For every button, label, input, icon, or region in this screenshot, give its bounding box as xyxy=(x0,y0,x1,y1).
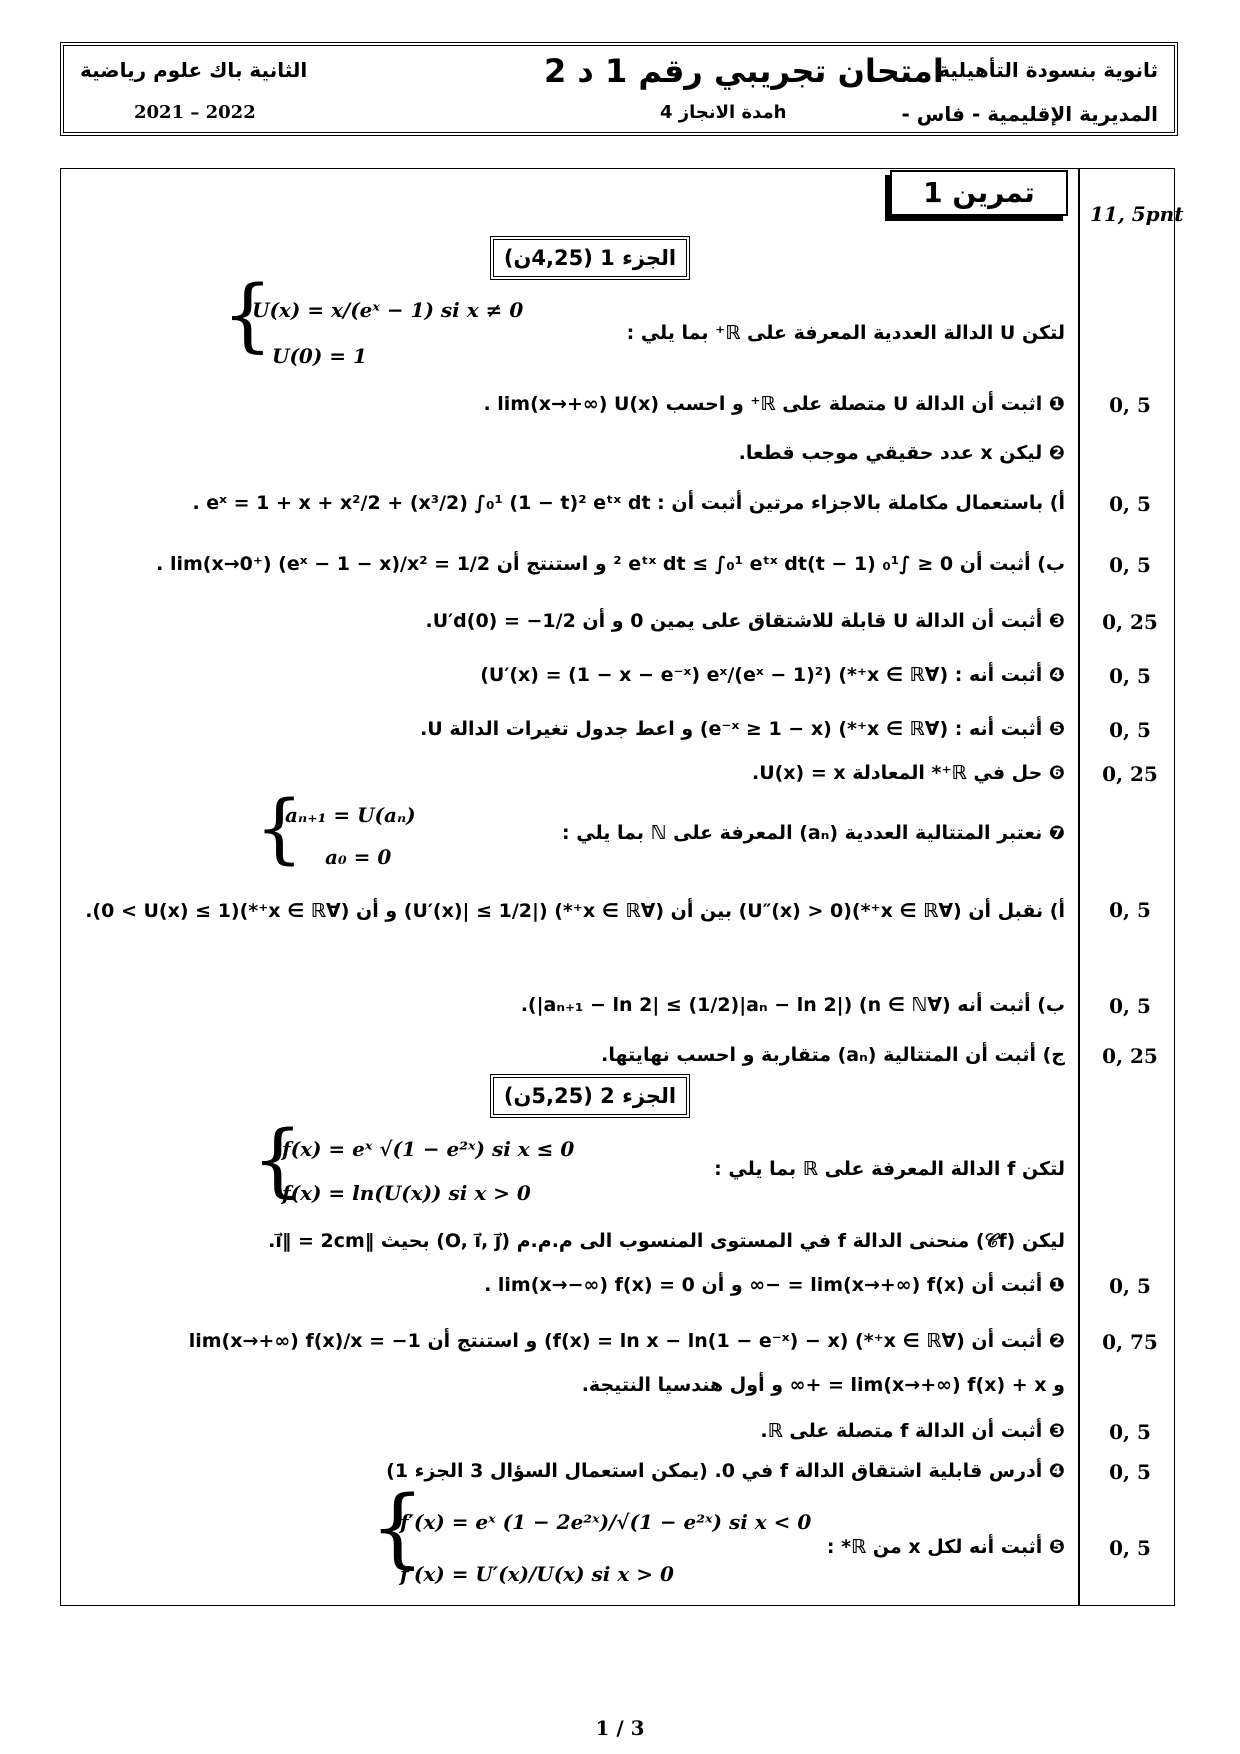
part1-title: الجزء 1 (4,25ن) xyxy=(490,236,690,280)
p1-q6: ❻ حل في ℝ⁺* المعادلة U(x) = x. xyxy=(751,762,1065,784)
p2-q1-points: 0, 5 xyxy=(1109,1274,1151,1298)
header-box xyxy=(60,42,1178,136)
p1-q4: ❹ أثبت أنه : (∀x ∈ ℝ⁺*) (U′(x) = (1 − x − e⁻ˣ) eˣ/(eˣ − 1)²) xyxy=(480,664,1065,686)
school-year: 2021 – 2022 xyxy=(134,102,256,123)
exam-title: امتحان تجريبي رقم 1 د 2 xyxy=(544,52,944,90)
sequence-system: { aₙ₊₁ = U(aₙ) a₀ = 0 xyxy=(255,783,416,872)
p1-q3-points: 0, 25 xyxy=(1102,610,1158,634)
p1-q1-points: 0, 5 xyxy=(1109,393,1151,417)
part1-system: { U(x) = x/(eˣ − 1) si x ≠ 0 U(0) = 1 xyxy=(222,268,524,368)
p1-q5: ❺ أثبت أنه : (∀x ∈ ℝ⁺*) (e⁻ˣ ≥ 1 − x) و اعط جدول تغيرات الدالة U. xyxy=(420,718,1065,740)
p1-q3: ❸ أثبت أن الدالة U قابلة للاشتقاق على يمين 0 و أن U′d(0) = −1/2. xyxy=(425,610,1065,632)
p1-q7c: ج) أثبت أن المتتالية (aₙ) متقاربة و احسب نهايتها. xyxy=(601,1044,1065,1066)
directorate: المديرية الإقليمية - فاس - xyxy=(901,102,1158,126)
school-name: ثانوية بنسودة التأهيلية xyxy=(938,58,1158,82)
part2-intro: لتكن f الدالة المعرفة على ℝ بما يلي : xyxy=(714,1158,1065,1180)
p2-q3: ❸ أثبت أن الدالة f متصلة على ℝ. xyxy=(760,1420,1065,1442)
p1-q7c-points: 0, 25 xyxy=(1102,1044,1158,1068)
p1-q2a-points: 0, 5 xyxy=(1109,492,1151,516)
p1-q7b: ب) أثبت أنه (∀n ∈ ℕ) (|aₙ₊₁ − ln 2| ≤ (1/2)|aₙ − ln 2|). xyxy=(520,994,1065,1016)
points-column-divider xyxy=(1078,168,1080,1606)
p1-q7b-points: 0, 5 xyxy=(1109,994,1151,1018)
p2-q3-points: 0, 5 xyxy=(1109,1420,1151,1444)
p2-q1: ❶ أثبت أن lim(x→+∞) f(x) = −∞ و أن lim(x→−∞) f(x) = 0 . xyxy=(484,1274,1065,1296)
p1-q2b-points: 0, 5 xyxy=(1109,553,1151,577)
p2-q2-cont: و lim(x→+∞) f(x) + x = +∞ و أول هندسيا النتيجة. xyxy=(581,1374,1065,1396)
page-number: 1 / 3 xyxy=(595,1716,645,1740)
exam-duration: مدة الانجاز 4h xyxy=(660,102,787,123)
p1-q2a: أ) باستعمال مكاملة بالاجزاء مرتين أثبت أن : eˣ = 1 + x + x²/2 + (x³/2) ∫₀¹ (1 − t)² eᵗˣ dt . xyxy=(192,492,1065,514)
p1-q1: ❶ اثبت أن الدالة U متصلة على ℝ⁺ و احسب lim(x→+∞) U(x) . xyxy=(483,393,1065,415)
exercise-total-points: 11, 5pnt xyxy=(1090,202,1184,226)
p1-q2: ❷ ليكن x عدد حقيقي موجب قطعا. xyxy=(738,442,1065,464)
p1-q7a: أ) نقبل أن (∀x ∈ ℝ⁺*)(U″(x) > 0) بين أن (∀x ∈ ℝ⁺*) (|U′(x)| ≤ 1/2) و أن (∀x ∈ ℝ⁺*)(0 < U(x) ≤ 1). xyxy=(85,900,1065,922)
part2-title: الجزء 2 (5,25ن) xyxy=(490,1074,690,1118)
p1-q6-points: 0, 25 xyxy=(1102,762,1158,786)
p1-q7: ❼ نعتبر المتتالية العددية (aₙ) المعرفة على ℕ بما يلي : xyxy=(562,822,1065,844)
p2-q2: ❷ أثبت أن (∀x ∈ ℝ⁺*) (f(x) = ln x − ln(1 − e⁻ˣ) − x) و استنتج أن lim(x→+∞) f(x)/x = −1 xyxy=(188,1330,1065,1352)
part2-curve: ليكن (𝒞f) منحنى الدالة f في المستوى المنسوب الى م.م.م (O, i⃗, j⃗) بحيث ‖i⃗‖ = 2cm. xyxy=(268,1230,1065,1252)
p1-q7a-points: 0, 5 xyxy=(1109,898,1151,922)
class-level: الثانية باك علوم رياضية xyxy=(80,58,308,82)
p2-q5-points: 0, 5 xyxy=(1109,1536,1151,1560)
p2-q5: ❺ أثبت أنه لكل x من ℝ* : xyxy=(826,1536,1065,1558)
p1-q5-points: 0, 5 xyxy=(1109,718,1151,742)
p2-q4-points: 0, 5 xyxy=(1109,1460,1151,1484)
p1-q2b: ب) أثبت أن 0 ≤ ∫₀¹ (1 − t)² eᵗˣ dt ≤ ∫₀¹ eᵗˣ dt و استنتج أن lim(x→0⁺) (eˣ − 1 − x)/x² = 1/2 . xyxy=(156,553,1065,575)
part1-intro: لتكن U الدالة العددية المعرفة على ℝ⁺ بما يلي : xyxy=(626,322,1065,344)
derivative-system: { f′(x) = eˣ (1 − 2e²ˣ)/√(1 − e²ˣ) si x < 0 f′(x) = U′(x)/U(x) si x > 0 xyxy=(370,1478,812,1586)
p1-q4-points: 0, 5 xyxy=(1109,664,1151,688)
p2-q2-points: 0, 75 xyxy=(1102,1330,1158,1354)
part2-system: { f(x) = eˣ √(1 − e²ˣ) si x ≤ 0 f(x) = ln(U(x)) si x > 0 xyxy=(252,1113,575,1206)
exercise-title: تمرين 1 xyxy=(890,170,1068,216)
p2-q4: ❹ أدرس قابلية اشتقاق الدالة f في 0. (يمكن استعمال السؤال 3 الجزء 1) xyxy=(386,1460,1065,1482)
